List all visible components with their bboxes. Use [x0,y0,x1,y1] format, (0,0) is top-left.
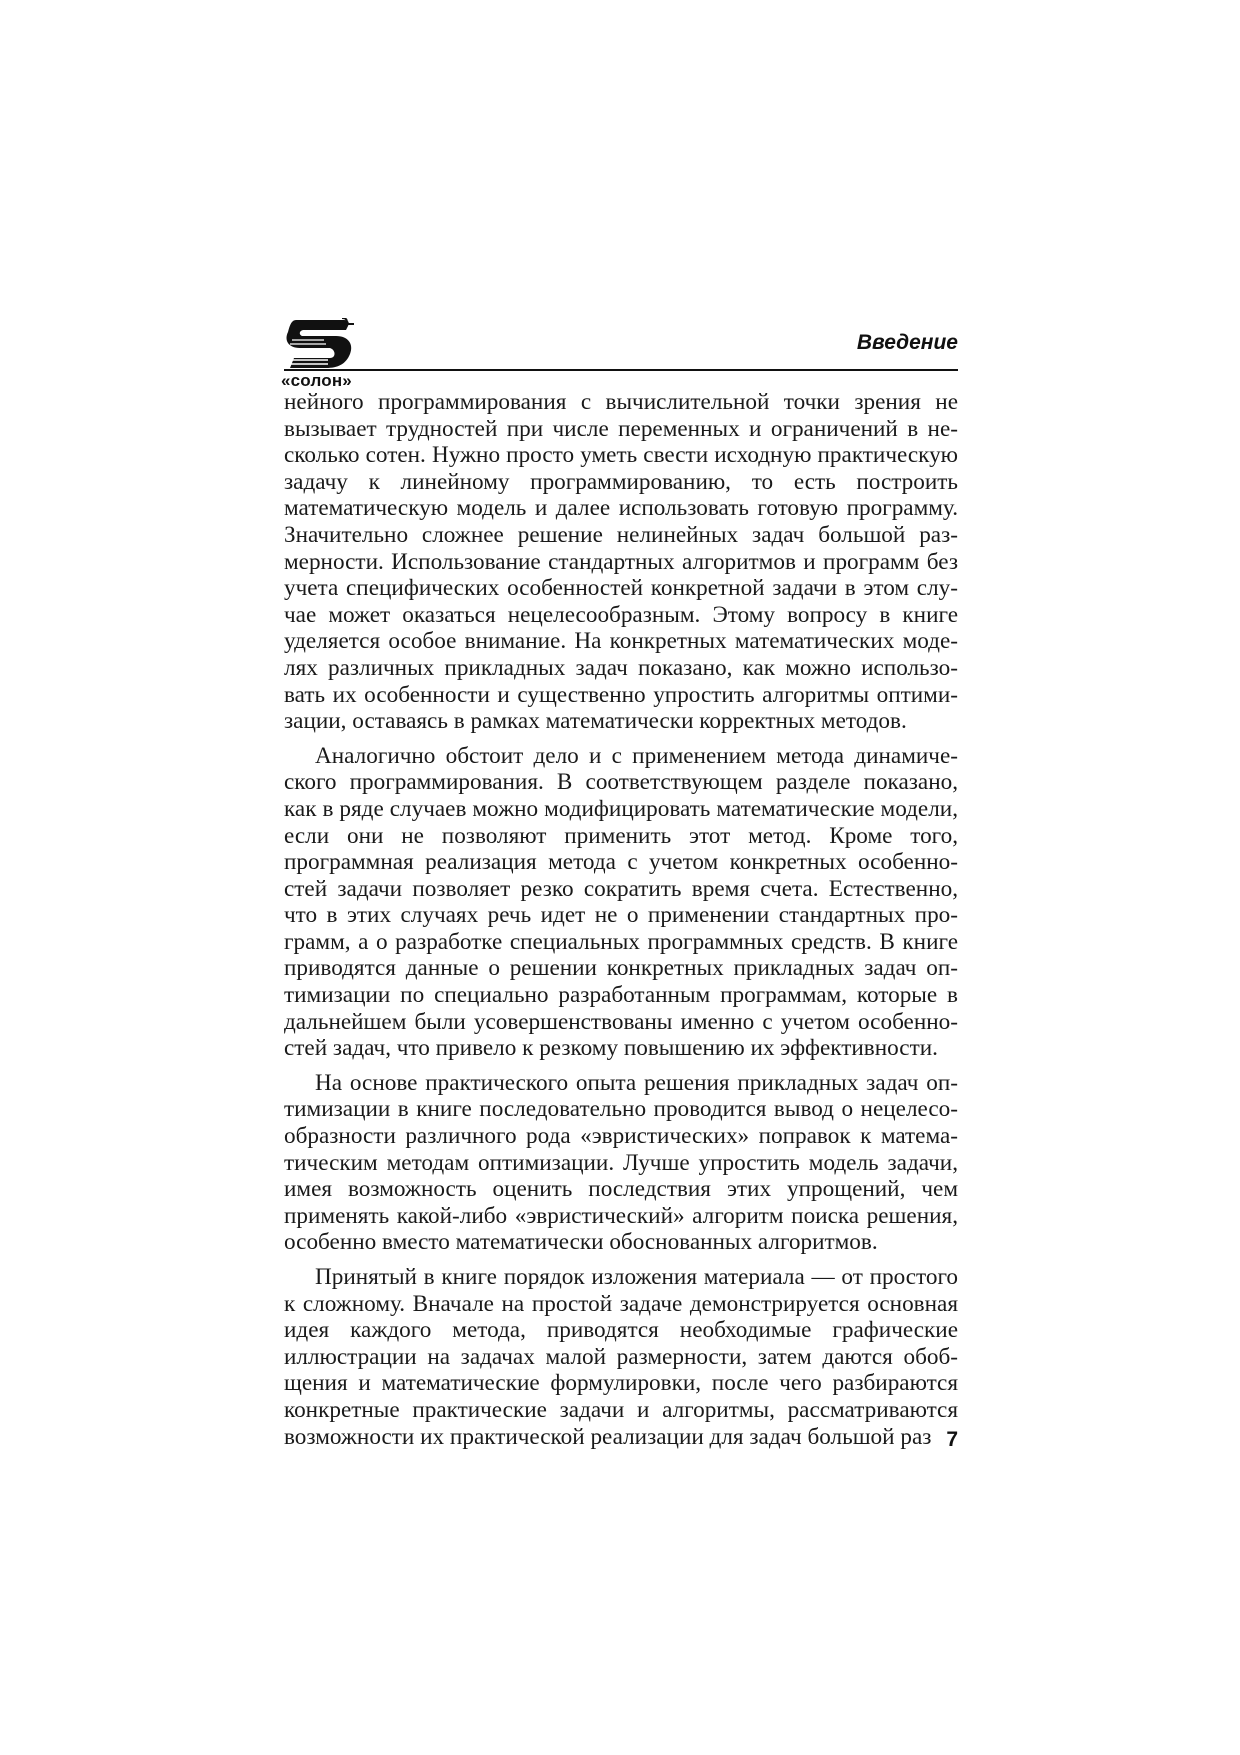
page-number: 7 [946,1428,958,1451]
paragraph: нейного программирования с вычислительной точки зрения не вызывает трудностей при числе переменных и ограничений в несколько сотен. Нужно просто уметь свести исходную практическую задачу к линейному программированию, то есть построить математическую модель и далее использовать готовую программу. Значительно сложнее решение нелинейных задач большой размерности. Использование стандартных алгоритмов и программ без учета специфических особенностей конкретной задачи в этом случае может оказаться нецелесообразным. Этому вопросу в книге уделяется особое внимание. На конкретных математических моделях различных прикладных задач показано, как можно использовать их особенности и существенно упростить алгоритмы оптимизации, оставаясь в рамках математически корректных методов. [284,389,958,735]
publisher-logo-caption: «солон» [281,371,352,390]
paragraph: На основе практического опыта решения прикладных задач оптимизации в книге последовательно проводится вывод о нецелесообразности различного рода «эвристических» поправок к математическим методам оптимизации. Лучше упростить модель задачи, имея возможность оценить последствия этих упрощений, чем применять какой-либо «эвристический» алгоритм поиска решения, особенно вместо математически обоснованных алгоритмов. [284,1069,958,1256]
section-title: Введение [856,331,958,354]
paragraph: Аналогично обстоит дело и с применением метода динамического программирования. В соответствующем разделе показано, как в ряде случаев можно модифицировать математические модели, если они не позволяют применить этот метод. Кроме того, программная реализация метода с учетом конкретных особенностей задачи позволяет резко сократить время счета. Естественно, что в этих случаях речь идет не о применении стандартных программ, а о разработке специальных программных средств. В книге приводятся данные о решении конкретных прикладных задач оптимизации по специально разработанным программам, которые в дальнейшем были усовершенствованы именно с учетом особенностей задач, что привело к резкому повышению их эффективности. [284,742,958,1062]
header-rule [284,369,958,371]
body-text [284,389,958,1458]
paragraph: Принятый в книге порядок изложения материала — от простого к сложному. Вначале на простой задаче демонстрируется основная идея каждого метода, приводятся необходимые графические иллюстрации на задачах малой размерности, затем даются обобщения и математические формулировки, после чего разбираются конкретные практические задачи и алгоритмы, рассматриваются возможности их практической реализации для задач большой раз [284,1264,958,1450]
